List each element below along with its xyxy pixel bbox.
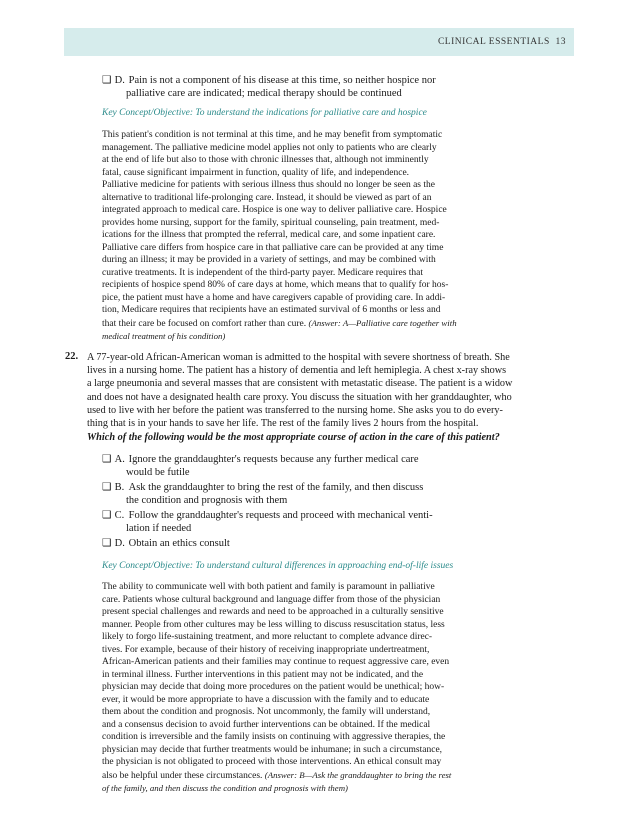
explanation <box>102 581 514 795</box>
question-prompt: Which of the following would be the most appropriate course of action in the care of this patient? <box>87 432 500 443</box>
prev-key-concept: Key Concept/Objective: To understand the indications for palliative care and hospice <box>102 108 427 118</box>
text-line <box>102 317 514 331</box>
answer-text-continued: of the family, and then discuss the condition and prognosis with them) <box>102 783 348 793</box>
text-line: Palliative care differs from hospice care in that palliative care can be provided at any time <box>102 242 444 253</box>
text-line: present special challenges and rewards and need to be approached in a culturally sensitive <box>102 607 444 617</box>
option-text-line1: Obtain an ethics consult <box>128 538 230 549</box>
text-line: during an illness; it may be provided in a variety of settings, and may be combined with <box>102 255 436 265</box>
answer-text-continued: medical treatment of his condition) <box>102 331 226 341</box>
page-number: 13 <box>555 37 566 47</box>
option-letter: A. <box>114 454 125 465</box>
stem-line: thing that is in your hands to save her life. The rest of the family lives 2 hours from the hospital. <box>87 418 479 430</box>
option-text-line2: lation if needed <box>126 523 192 534</box>
option-d[interactable] <box>102 537 230 550</box>
text-line <box>102 769 514 783</box>
question-stem <box>87 351 527 430</box>
option-c[interactable] <box>102 509 433 535</box>
option-text-line1: Follow the granddaughter's requests and proceed with mechanical venti- <box>128 510 433 521</box>
option-text-line1: Pain is not a component of his disease at this time, so neither hospice nor <box>128 75 436 86</box>
option-text-line2: the condition and prognosis with them <box>126 495 288 506</box>
text-line: ever, it would be more appropriate to have a discussion with the family and to educate <box>102 694 430 705</box>
text-line-content: also be helpful under these circumstances. <box>102 770 263 781</box>
option-text-line2: palliative care are indicated; medical therapy should be continued <box>126 88 402 99</box>
option-letter: B. <box>114 482 125 493</box>
text-line: management. The palliative medicine model applies not only to patients who are clearly <box>102 142 437 153</box>
running-head-title: CLINICAL ESSENTIALS <box>437 37 550 47</box>
text-line: tion, Medicare requires that recipients have an estimated survival of 6 months or less and <box>102 305 441 315</box>
text-line: integrated approach to medical care. Hospice is one way to deliver palliative care. Hospice <box>102 205 447 215</box>
key-concept: Key Concept/Objective: To understand cultural differences in approaching end-of-life issues <box>102 561 454 571</box>
option-text-line1: Ask the granddaughter to bring the rest of the family, and then discuss <box>128 482 424 493</box>
text-line: African-American patients and their families may continue to request aggressive care, even <box>102 657 450 667</box>
text-line: condition is irreversible and the family insists on continuing with aggressive therapies, the <box>102 732 446 742</box>
running-header-bar <box>64 28 574 56</box>
answer-text: (Answer: A—Palliative care together with <box>308 317 457 328</box>
text-line: curative treatments. It is independent of the third-party payer. Medicare requires that <box>102 267 424 278</box>
stem-line: a large pneumonia and several masses that are consistent with metastatic disease. The patient is a widow <box>87 378 513 390</box>
running-head <box>438 37 566 47</box>
checkbox-icon[interactable]: ❑ <box>102 510 112 521</box>
prev-explanation <box>102 129 514 343</box>
checkbox-icon[interactable]: ❑ <box>102 482 112 493</box>
text-line: physician may decide that further treatments would be inhumane; in such a circumstance, <box>102 744 443 755</box>
text-line: The ability to communicate well with both patient and family is paramount in palliative <box>102 582 435 592</box>
text-line: likely to forgo life-sustaining treatment, and more reluctant to complete advance direc- <box>102 632 433 642</box>
text-line: provides home nursing, support for the family, spiritual counseling, pain treatment, med- <box>102 217 440 228</box>
checkbox-icon[interactable]: ❑ <box>102 538 112 549</box>
text-line: them about the condition and prognosis. Not uncommonly, the family will understand, <box>102 707 431 717</box>
text-line: physician may decide that doing more procedures on the patient would be unethical; how- <box>102 682 445 692</box>
option-a[interactable] <box>102 453 419 479</box>
text-line: and a consensus decision to avoid further interventions can be obtained. If the medical <box>102 719 431 730</box>
text-line: ications for the illness that prompted the referral, medical care, and some inpatient care. <box>102 230 436 240</box>
text-line: tives. For example, because of their history of receiving inappropriate undertreatment, <box>102 644 430 655</box>
text-line: manner. People from other cultures may be less willing to discuss resuscitation status, less <box>102 619 445 630</box>
stem-line: lives in a nursing home. The patient has a history of dementia and left hemiplegia. A chest x-ray shows <box>87 365 507 377</box>
checkbox-icon: ❑ <box>102 75 112 86</box>
option-letter: D. <box>114 538 125 549</box>
text-line: in terminal illness. Further interventions in this patient may not be indicated, and the <box>102 669 424 680</box>
checkbox-icon[interactable]: ❑ <box>102 454 112 465</box>
option-b[interactable] <box>102 481 423 507</box>
text-line: pice, the patient must have a home and have caregivers capable of providing care. In addi- <box>102 292 446 303</box>
text-line-content: that their care be focused on comfort rather than cure. <box>102 318 307 329</box>
text-line: recipients of hospice spend 80% of care days at home, which means that to qualify for hos- <box>102 280 449 290</box>
stem-line: and does not have a designated health care proxy. You discuss the situation with her granddaughter, who <box>87 391 512 403</box>
stem-line: used to live with her before the patient was transferred to the nursing home. She asks you to do every- <box>87 404 503 416</box>
text-line: alternative to traditional life-prolonging care. Instead, it should be viewed as part of an <box>102 192 432 203</box>
text-line: care. Patients whose cultural background and language differ from those of the physician <box>102 594 441 605</box>
text-line: Palliative medicine for patients with serious illness thus should no longer be seen as the <box>102 180 435 190</box>
option-letter: D. <box>114 75 125 86</box>
question-number: 22. <box>65 351 79 362</box>
text-line: This patient's condition is not terminal at this time, and he may benefit from symptomatic <box>102 130 443 140</box>
stem-line: A 77-year-old African-American woman is admitted to the hospital with severe shortness of breath. She <box>87 352 510 363</box>
prev-option-d <box>102 74 436 100</box>
answer-text: (Answer: B—Ask the granddaughter to bring the rest <box>264 769 452 780</box>
text-line: fatal, cause significant impairment in function, quality of life, and independence. <box>102 167 410 178</box>
option-text-line2: would be futile <box>126 467 190 478</box>
option-text-line1: Ignore the granddaughter's requests because any further medical care <box>128 454 419 465</box>
option-letter: C. <box>114 510 125 521</box>
text-line: at the end of life but also to those with chronic illnesses that, although not imminently <box>102 155 429 165</box>
text-line: the physician is not obligated to proceed with those interventions. An ethical consult may <box>102 757 442 767</box>
